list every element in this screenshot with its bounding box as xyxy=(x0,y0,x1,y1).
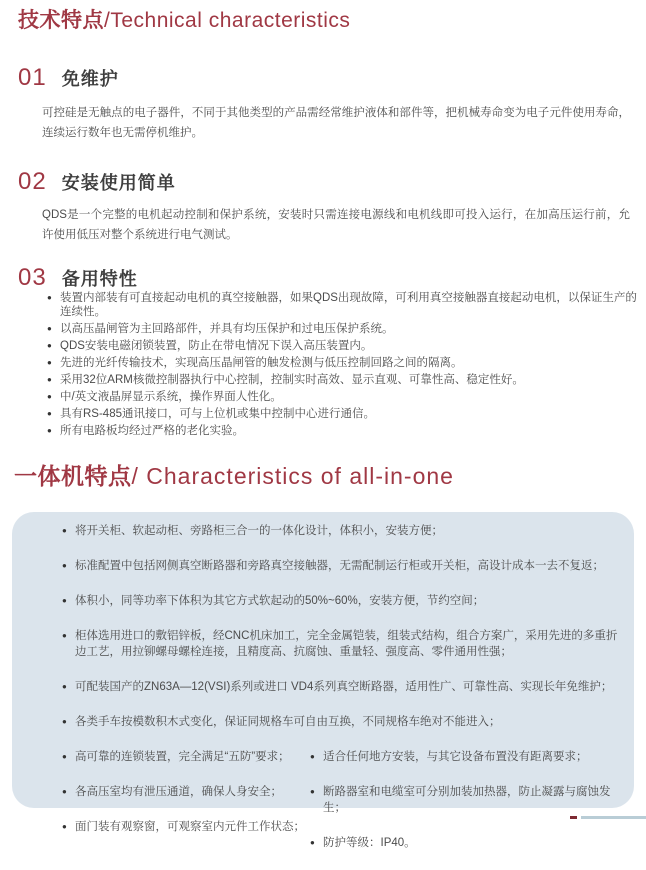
footer-blue-line xyxy=(581,816,646,819)
footer-red-dash xyxy=(570,816,577,819)
section-01-number: 01 xyxy=(18,64,47,91)
list-item xyxy=(62,749,310,765)
list-item xyxy=(47,322,639,336)
list-item-text: 体积小，同等功率下体积为其它方式软起动的50%~60%，安装方便，节约空间； xyxy=(75,595,485,607)
list-item xyxy=(47,339,639,353)
list-item xyxy=(62,714,626,730)
bullet-dot-icon: ● xyxy=(62,717,67,726)
bullet-dot-icon: ● xyxy=(47,409,52,418)
list-item-text: 可配装国产的ZN63A—12(VSI)系列或进口 VD4系列真空断路器，适用性广、可靠性高、实现长年免维护； xyxy=(75,681,613,693)
list-item xyxy=(47,373,639,387)
list-item xyxy=(47,356,639,370)
bullet-dot-icon: ● xyxy=(47,324,52,333)
all-in-one-panel xyxy=(12,512,634,849)
bullet-dot-icon: ● xyxy=(47,375,52,384)
footer-decoration xyxy=(0,816,646,820)
list-item xyxy=(310,835,626,851)
bullet-dot-icon: ● xyxy=(62,822,67,831)
list-item xyxy=(62,558,626,574)
list-item-text: 具有RS-485通讯接口，可与上位机或集中控制中心进行通信。 xyxy=(60,408,375,420)
list-item xyxy=(62,819,310,835)
list-item-text: 防护等级：IP40。 xyxy=(323,837,416,849)
section-03-header xyxy=(18,264,138,292)
list-item xyxy=(62,593,626,609)
bullet-dot-icon: ● xyxy=(310,752,315,761)
list-item-text: 高可靠的连锁装置，完全满足“五防”要求； xyxy=(75,751,290,763)
list-item-text: 标准配置中包括网侧真空断路器和旁路真空接触器，无需配制运行柜或开关柜，高设计成本一去不复返； xyxy=(75,560,604,572)
list-item-text: 适合任何地方安装，与其它设备布置没有距离要求； xyxy=(323,751,588,763)
bullet-dot-icon: ● xyxy=(310,838,315,847)
backup-feature-list xyxy=(47,291,639,441)
list-item xyxy=(310,749,626,765)
list-item-text: 各类手车按模数积木式变化，保证同规格车可自由互换，不同规格车绝对不能进入； xyxy=(75,716,501,728)
list-item xyxy=(62,628,626,660)
bullet-dot-icon: ● xyxy=(47,392,52,401)
list-item-text: 所有电路板均经过严格的老化实验。 xyxy=(60,425,244,437)
section-02-header xyxy=(18,168,176,196)
list-item-text: 装置内部装有可直接起动电机的真空接触器，如果QDS出现故障，可利用真空接触器直接起动电机，以保证生产的连续性。 xyxy=(60,292,637,318)
list-item-text: 柜体选用进口的敷铝锌板，经CNC机床加工，完全金属铠装，组装式结构，组合方案广，采用先进的多重折边工艺，用拉铆螺母螺栓连接，且精度高、抗腐蚀、重量轻、强度高、零件通用性强； xyxy=(75,630,618,658)
section-01-body: 可控硅是无触点的电子器件，不同于其他类型的产品需经常维护液体和部件等，把机械寿命变为电子元件使用寿命，连续运行数年也无需停机维护。 xyxy=(42,107,630,139)
panel-two-columns xyxy=(62,749,626,870)
list-item-text: 将开关柜、软起动柜、旁路柜三合一的一体化设计，体积小，安装方便； xyxy=(75,525,443,537)
all-in-one-feature-list xyxy=(62,523,626,730)
list-item-text: 断路器室和电缆室可分别加装加热器，防止凝露与腐蚀发生； xyxy=(323,786,611,814)
section-03-number: 03 xyxy=(18,264,47,291)
list-item xyxy=(47,390,639,404)
bullet-dot-icon: ● xyxy=(62,752,67,761)
bullet-dot-icon: ● xyxy=(310,787,315,796)
bullet-dot-icon: ● xyxy=(47,341,52,350)
section-01-heading: 免维护 xyxy=(61,69,119,89)
bullet-dot-icon: ● xyxy=(62,596,67,605)
list-item-text: 中/英文液晶屏显示系统，操作界面人性化。 xyxy=(60,391,282,403)
list-item-text: 以高压晶闸管为主回路部件，并具有均压保护和过电压保护系统。 xyxy=(60,323,394,335)
list-item-text: 采用32位ARM核微控制器执行中心控制，控制实时高效、显示直观、可靠性高、稳定性好。 xyxy=(60,374,524,386)
bullet-dot-icon: ● xyxy=(62,526,67,535)
page-title-en: /Technical characteristics xyxy=(104,9,351,32)
bullet-dot-icon: ● xyxy=(62,682,67,691)
list-item xyxy=(47,424,639,438)
bullet-dot-icon: ● xyxy=(47,426,52,435)
all-in-one-title-zh: 一体机特点 xyxy=(14,463,132,489)
page-title-zh: 技术特点 xyxy=(18,9,104,32)
panel-right-column xyxy=(310,749,626,870)
list-item-text: 面门装有观察窗，可观察室内元件工作状态； xyxy=(75,821,305,833)
list-item xyxy=(62,523,626,539)
bullet-dot-icon: ● xyxy=(47,358,52,367)
list-item xyxy=(47,291,639,319)
page-title xyxy=(18,4,350,34)
bullet-dot-icon: ● xyxy=(62,561,67,570)
list-item-text: QDS安装电磁闭锁装置，防止在带电情况下误入高压装置内。 xyxy=(60,340,373,352)
list-item xyxy=(62,679,626,695)
list-item xyxy=(47,407,639,421)
section-03-heading: 备用特性 xyxy=(61,269,138,289)
all-in-one-title-en: / Characteristics of all-in-one xyxy=(131,463,454,489)
panel-left-column xyxy=(62,749,310,870)
all-in-one-title xyxy=(14,458,454,491)
section-01-header xyxy=(18,64,119,92)
list-item xyxy=(62,784,310,800)
section-02-number: 02 xyxy=(18,168,47,195)
list-item xyxy=(310,784,626,816)
section-02-heading: 安装使用简单 xyxy=(61,173,176,193)
bullet-dot-icon: ● xyxy=(47,293,52,302)
section-02-body: QDS是一个完整的电机起动控制和保护系统，安装时只需连接电源线和电机线即可投入运行，在加高压运行前，允许使用低压对整个系统进行电气测试。 xyxy=(42,209,630,241)
bullet-dot-icon: ● xyxy=(62,787,67,796)
list-item-text: 各高压室均有泄压通道，确保人身安全； xyxy=(75,786,282,798)
bullet-dot-icon: ● xyxy=(62,631,67,640)
list-item-text: 先进的光纤传输技术，实现高压晶闸管的触发检测与低压控制回路之间的隔离。 xyxy=(60,357,463,369)
